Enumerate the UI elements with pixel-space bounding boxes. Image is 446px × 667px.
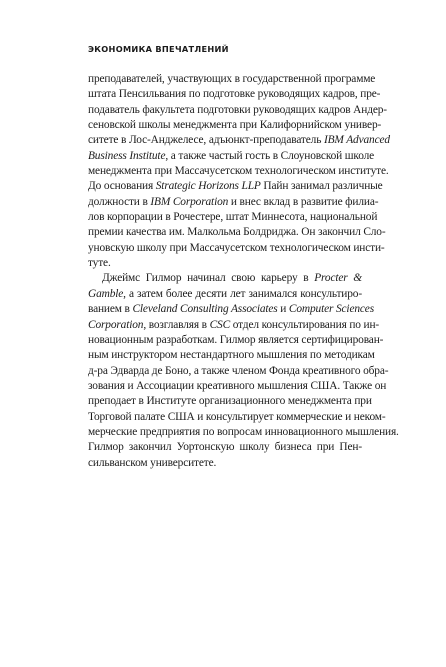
paragraph-pine-bio: [88, 72, 390, 271]
text-line: До основания Strategic Horizons LLP Пайн занимал различные: [88, 180, 383, 193]
text-line: преподает в Институте организационного менеджмента при: [88, 395, 372, 408]
text-line: ванием в Cleveland Consulting Associates и Computer Sciences: [88, 303, 374, 316]
body-text: [88, 72, 399, 471]
text-line: Gamble, а затем более десяти лет занимался консультиро-: [88, 287, 362, 300]
text-line: подаватель факультета подготовки руководящих кадров Андер-: [88, 103, 387, 116]
text-line: Гилмор закончил Уортонскую школу бизнеса при Пен-: [88, 441, 362, 454]
text-line: Corporation, возглавляя в CSC отдел консультирования по ин-: [88, 318, 380, 331]
text-line: сеновской школы менеджмента при Калифорнийском универ-: [88, 119, 382, 132]
text-line: премии качества им. Малкольма Болдриджа. Он закончил Сло-: [88, 226, 386, 239]
text-line: Торговой палате США и консультирует коммерческие и неком-: [88, 410, 386, 423]
text-line: зования и Ассоциации креативного мышления США. Также он: [88, 379, 387, 392]
text-line: штата Пенсильвания по подготовке руководящих кадров, пре-: [88, 88, 381, 101]
text-line: Business Institute, а также частый гость в Слоуновской школе: [88, 149, 375, 162]
text-line: уновскую школу при Массачусетском технологическом инсти-: [88, 241, 385, 254]
text-line: должности в IBM Corporation и внес вклад в развитие филиа-: [88, 195, 379, 208]
text-line: менеджмента при Массачусетском технологическом институте.: [88, 165, 389, 178]
text-line: сильванском университете.: [88, 456, 217, 469]
text-line: мерческие предприятия по вопросам инновационного мышления.: [88, 425, 399, 438]
text-line: д-ра Эдварда де Боно, а также членом Фонда креативного обра-: [88, 364, 389, 377]
text-line: преподавателей, участвующих в государственной программе: [88, 73, 376, 85]
running-header: ЭКОНОМИКА ВПЕЧАТЛЕНИЙ: [88, 44, 229, 54]
text-line: ным инструктором нестандартного мышления по методикам: [88, 349, 375, 362]
text-line: ситете в Лос-Анджелесе, адъюнкт-преподаватель IBM Advanced: [88, 134, 390, 147]
paragraph-gilmore-bio: [88, 271, 399, 470]
text-line: туте.: [88, 257, 111, 270]
text-line: лов корпорации в Рочестере, штат Миннесота, национальной: [88, 211, 378, 224]
text-line: Джеймс Гилмор начинал свою карьеру в Procter &: [102, 272, 363, 285]
text-line: новационным разработкам. Гилмор является сертифицирован-: [88, 333, 384, 346]
